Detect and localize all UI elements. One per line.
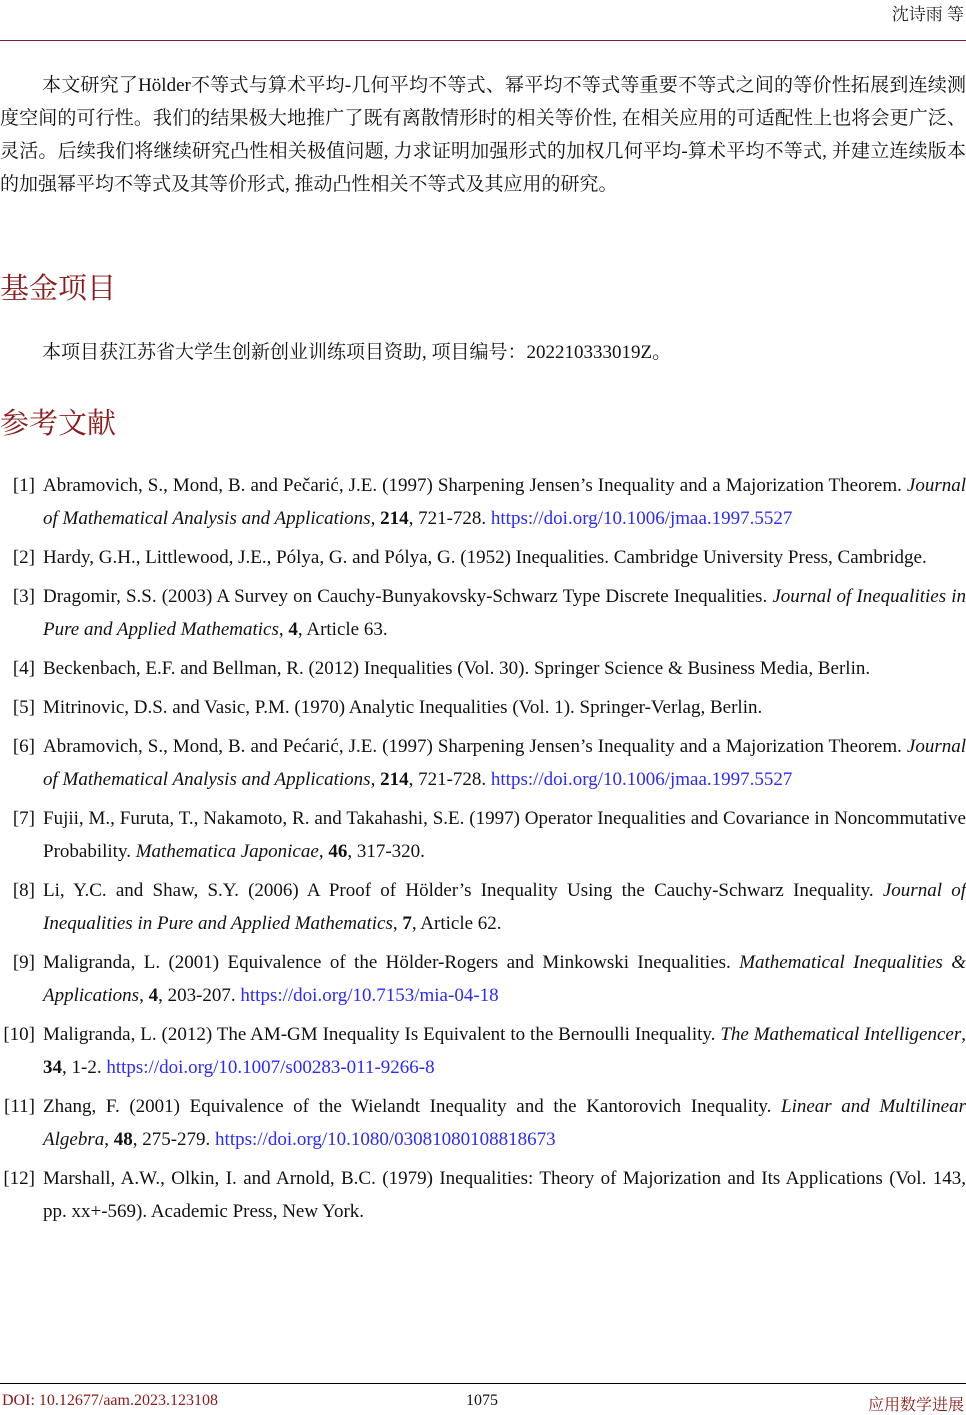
reference-number: [8] bbox=[12, 880, 35, 901]
doi-link[interactable]: https://doi.org/10.1007/s00283-011-9266-8 bbox=[106, 1057, 435, 1078]
journal-title: Journal of Mathematical Analysis and Applications bbox=[43, 475, 966, 529]
reference-text: Abramovich, S., Mond, B. and Pećarić, J.E. (1997) Sharpening Jensen’s Inequality and a Majorization Theorem. bbox=[43, 736, 907, 757]
journal-title: Mathematical Inequalities & Applications bbox=[43, 952, 966, 1006]
doi-link[interactable]: https://doi.org/10.1080/03081080108818673 bbox=[215, 1129, 556, 1150]
reference-text: Zhang, F. (2001) Equivalence of the Wielandt Inequality and the Kantorovich Inequality. bbox=[43, 1096, 781, 1117]
volume-number: 214 bbox=[380, 769, 409, 790]
reference-number: [7] bbox=[12, 808, 35, 829]
journal-title: The Mathematical Intelligencer bbox=[720, 1024, 962, 1045]
reference-text: Fujii, M., Furuta, T., Nakamoto, R. and Takahashi, S.E. (1997) Operator Inequalities and Covariance in Noncommutative Probability. bbox=[43, 808, 966, 862]
reference-item bbox=[0, 580, 966, 646]
reference-item bbox=[0, 691, 966, 724]
reference-number: [4] bbox=[12, 658, 35, 679]
page-number: 1075 bbox=[466, 1392, 498, 1409]
reference-number: [3] bbox=[12, 586, 35, 607]
journal-title: Journal of Inequalities in Pure and Applied Mathematics bbox=[43, 586, 966, 640]
reference-text: Mitrinovic, D.S. and Vasic, P.M. (1970) Analytic Inequalities (Vol. 1). Springer-Verlag, Berlin. bbox=[43, 697, 763, 718]
reference-text: Beckenbach, E.F. and Bellman, R. (2012) Inequalities (Vol. 30). Springer Science & Business Media, Berlin. bbox=[43, 658, 871, 679]
reference-text: Maligranda, L. (2001) Equivalence of the Hölder-Rogers and Minkowski Inequalities. bbox=[43, 952, 740, 973]
reference-text: , bbox=[370, 769, 381, 790]
reference-number: [9] bbox=[12, 952, 35, 973]
reference-item bbox=[0, 1162, 966, 1228]
reference-item bbox=[0, 802, 966, 868]
reference-item bbox=[0, 541, 966, 574]
journal-title: Linear and Multilinear Algebra bbox=[43, 1096, 966, 1150]
doi-link[interactable]: https://doi.org/10.1006/jmaa.1997.5527 bbox=[490, 508, 793, 529]
reference-text: , 721-728. bbox=[408, 769, 491, 790]
reference-text: , 203-207. bbox=[158, 985, 241, 1006]
reference-item bbox=[0, 1018, 966, 1084]
volume-number: 46 bbox=[328, 841, 348, 862]
reference-number: [12] bbox=[3, 1168, 35, 1189]
footer-divider bbox=[0, 1383, 966, 1384]
conclusion-paragraph: 本文研究了Hölder不等式与算术平均-几何平均不等式、幂平均不等式等重要不等式之间的等价性拓展到连续测度空间的可行性。我们的结果极大地推广了既有离散情形时的相关等价性, 在相关应用的可适配性上也将会更广泛、灵活。后续我们将继续研究凸性相关极值问题, 力求证明加强形式的加权几何平均-算术平均不等式, 并建立连续版本的加强幂平均不等式及其等价形式, 推动凸性相关不等式及其应用的研究。 bbox=[0, 75, 966, 195]
doi-link[interactable]: https://doi.org/10.7153/mia-04-18 bbox=[240, 985, 499, 1006]
header-divider bbox=[0, 40, 966, 41]
reference-item bbox=[0, 730, 966, 796]
reference-text: Dragomir, S.S. (2003) A Survey on Cauchy-Bunyakovsky-Schwarz Type Discrete Inequalities. bbox=[43, 586, 773, 607]
reference-text: , bbox=[370, 508, 381, 529]
reference-item bbox=[0, 469, 966, 535]
reference-number: [1] bbox=[12, 475, 35, 496]
volume-number: 4 bbox=[148, 985, 159, 1006]
reference-item bbox=[0, 1090, 966, 1156]
footer-doi: DOI: 10.12677/aam.2023.123108 bbox=[2, 1392, 218, 1409]
reference-text: , bbox=[278, 619, 289, 640]
volume-number: 7 bbox=[402, 913, 412, 934]
volume-number: 34 bbox=[43, 1057, 62, 1078]
reference-text: , bbox=[139, 985, 149, 1006]
running-header-author: 沈诗雨 等 bbox=[891, 5, 964, 24]
reference-number: [11] bbox=[4, 1096, 35, 1117]
reference-number: [10] bbox=[3, 1024, 35, 1045]
reference-text: Hardy, G.H., Littlewood, J.E., Pólya, G. and Pólya, G. (1952) Inequalities. Cambridge University Press, Cambridge. bbox=[43, 547, 927, 568]
reference-text: , 317-320. bbox=[347, 841, 425, 862]
reference-text: Abramovich, S., Mond, B. and Pečarić, J.E. (1997) Sharpening Jensen’s Inequality and a Majorization Theorem. bbox=[43, 475, 907, 496]
reference-item bbox=[0, 946, 966, 1012]
reference-number: [6] bbox=[12, 736, 35, 757]
reference-text: , bbox=[961, 1024, 966, 1045]
journal-title: Mathematica Japonicae bbox=[135, 841, 319, 862]
reference-item bbox=[0, 652, 966, 685]
funding-text: 本项目获江苏省大学生创新创业训练项目资助, 项目编号：202210333019Z。 bbox=[42, 342, 672, 363]
reference-text: , Article 62. bbox=[411, 913, 502, 934]
doi-link[interactable]: https://doi.org/10.1006/jmaa.1997.5527 bbox=[490, 769, 793, 790]
reference-text: , 721-728. bbox=[408, 508, 491, 529]
journal-title: Journal of Mathematical Analysis and Applications bbox=[43, 736, 966, 790]
reference-text: , Article 63. bbox=[297, 619, 388, 640]
reference-text: Marshall, A.W., Olkin, I. and Arnold, B.C. (1979) Inequalities: Theory of Majorization and Its Applications (Vol. 143, pp. xx+-569). Academic Press, New York. bbox=[43, 1168, 966, 1222]
reference-text: Maligranda, L. (2012) The AM-GM Inequality Is Equivalent to the Bernoulli Inequality. bbox=[43, 1024, 721, 1045]
volume-number: 214 bbox=[380, 508, 409, 529]
reference-text: Li, Y.C. and Shaw, S.Y. (2006) A Proof of Hölder’s Inequality Using the Cauchy-Schwarz Inequality. bbox=[43, 880, 883, 901]
reference-text: , bbox=[318, 841, 329, 862]
reference-text: , bbox=[104, 1129, 114, 1150]
volume-number: 4 bbox=[288, 619, 298, 640]
journal-title: Journal of Inequalities in Pure and Applied Mathematics bbox=[43, 880, 966, 934]
reference-number: [5] bbox=[12, 697, 35, 718]
references-heading: 参考文献 bbox=[0, 408, 117, 440]
footer-journal-name: 应用数学进展 bbox=[867, 1397, 964, 1414]
reference-text: , 1-2. bbox=[62, 1057, 107, 1078]
funding-heading: 基金项目 bbox=[0, 273, 117, 305]
volume-number: 48 bbox=[113, 1129, 133, 1150]
reference-list bbox=[0, 469, 966, 1234]
reference-text: , bbox=[392, 913, 403, 934]
reference-text: , 275-279. bbox=[132, 1129, 216, 1150]
reference-number: [2] bbox=[12, 547, 35, 568]
reference-item bbox=[0, 874, 966, 940]
